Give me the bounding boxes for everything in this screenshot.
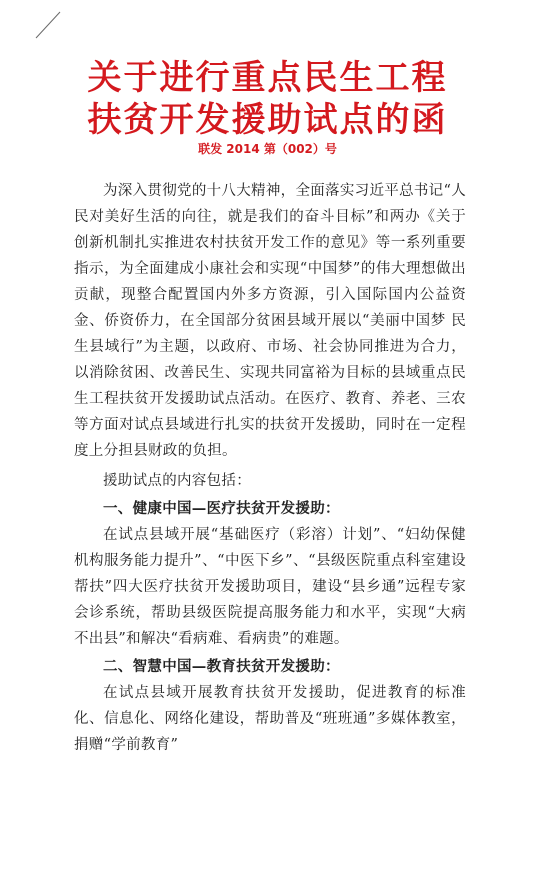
intro-paragraph: 为深入贯彻党的十八大精神，全面落实习近平总书记“人民对美好生活的向往，就是我们的奋斗目标”和两办《关于创新机制扎实推进农村扶贫开发工作的意见》等一系列重要指示，为全面建成小康社会和实现“中国梦”的伟大理想做出贡献，现整合配置国内外多方资源，引入国际国内公益资金、侨资侨力，在全国部分贫困县域开展以“美丽中国梦 民生县域行”为主题，以政府、市场、社会协同推进为合力，以消除贫困、改善民生、实现共同富裕为目标的县域重点民生工程扶贫开发援助试点活动。在医疗、教育、养老、三农等方面对试点县域进行扎实的扶贫开发援助，同时在一定程度上分担县财政的负担。: [74, 183, 466, 459]
document-title-line2: 扶贫开发援助试点的函: [87, 100, 448, 140]
document-body: [74, 178, 466, 758]
pen-mark: [0, 0, 535, 60]
section2-body: 在试点县域开展教育扶贫开发援助，促进教育的标准化、信息化、网络化建设，帮助普及“班班通”多媒体教室，捐赠“学前教育”: [74, 685, 466, 753]
section1-body: 在试点县域开展“基础医疗（彩溶）计划”、“妇幼保健机构服务能力提升”、“中医下乡”、“县级医院重点科室建设帮扶”四大医疗扶贫开发援助项目，建设“县乡通”远程专家会诊系统，帮助县级医院提高服务能力和水平，实现“大病不出县”和解决“看病难、看病贵”的难题。: [74, 527, 466, 647]
section1-heading: 一、健康中国—医疗扶贫开发援助：: [103, 500, 340, 517]
document-title-line1: 关于进行重点民生工程: [87, 58, 448, 98]
content-intro: 援助试点的内容包括：: [103, 473, 251, 489]
document-number: 联发 2014 第（002）号: [198, 142, 337, 156]
section2-heading: 二、智慧中国—教育扶贫开发援助：: [103, 658, 340, 675]
